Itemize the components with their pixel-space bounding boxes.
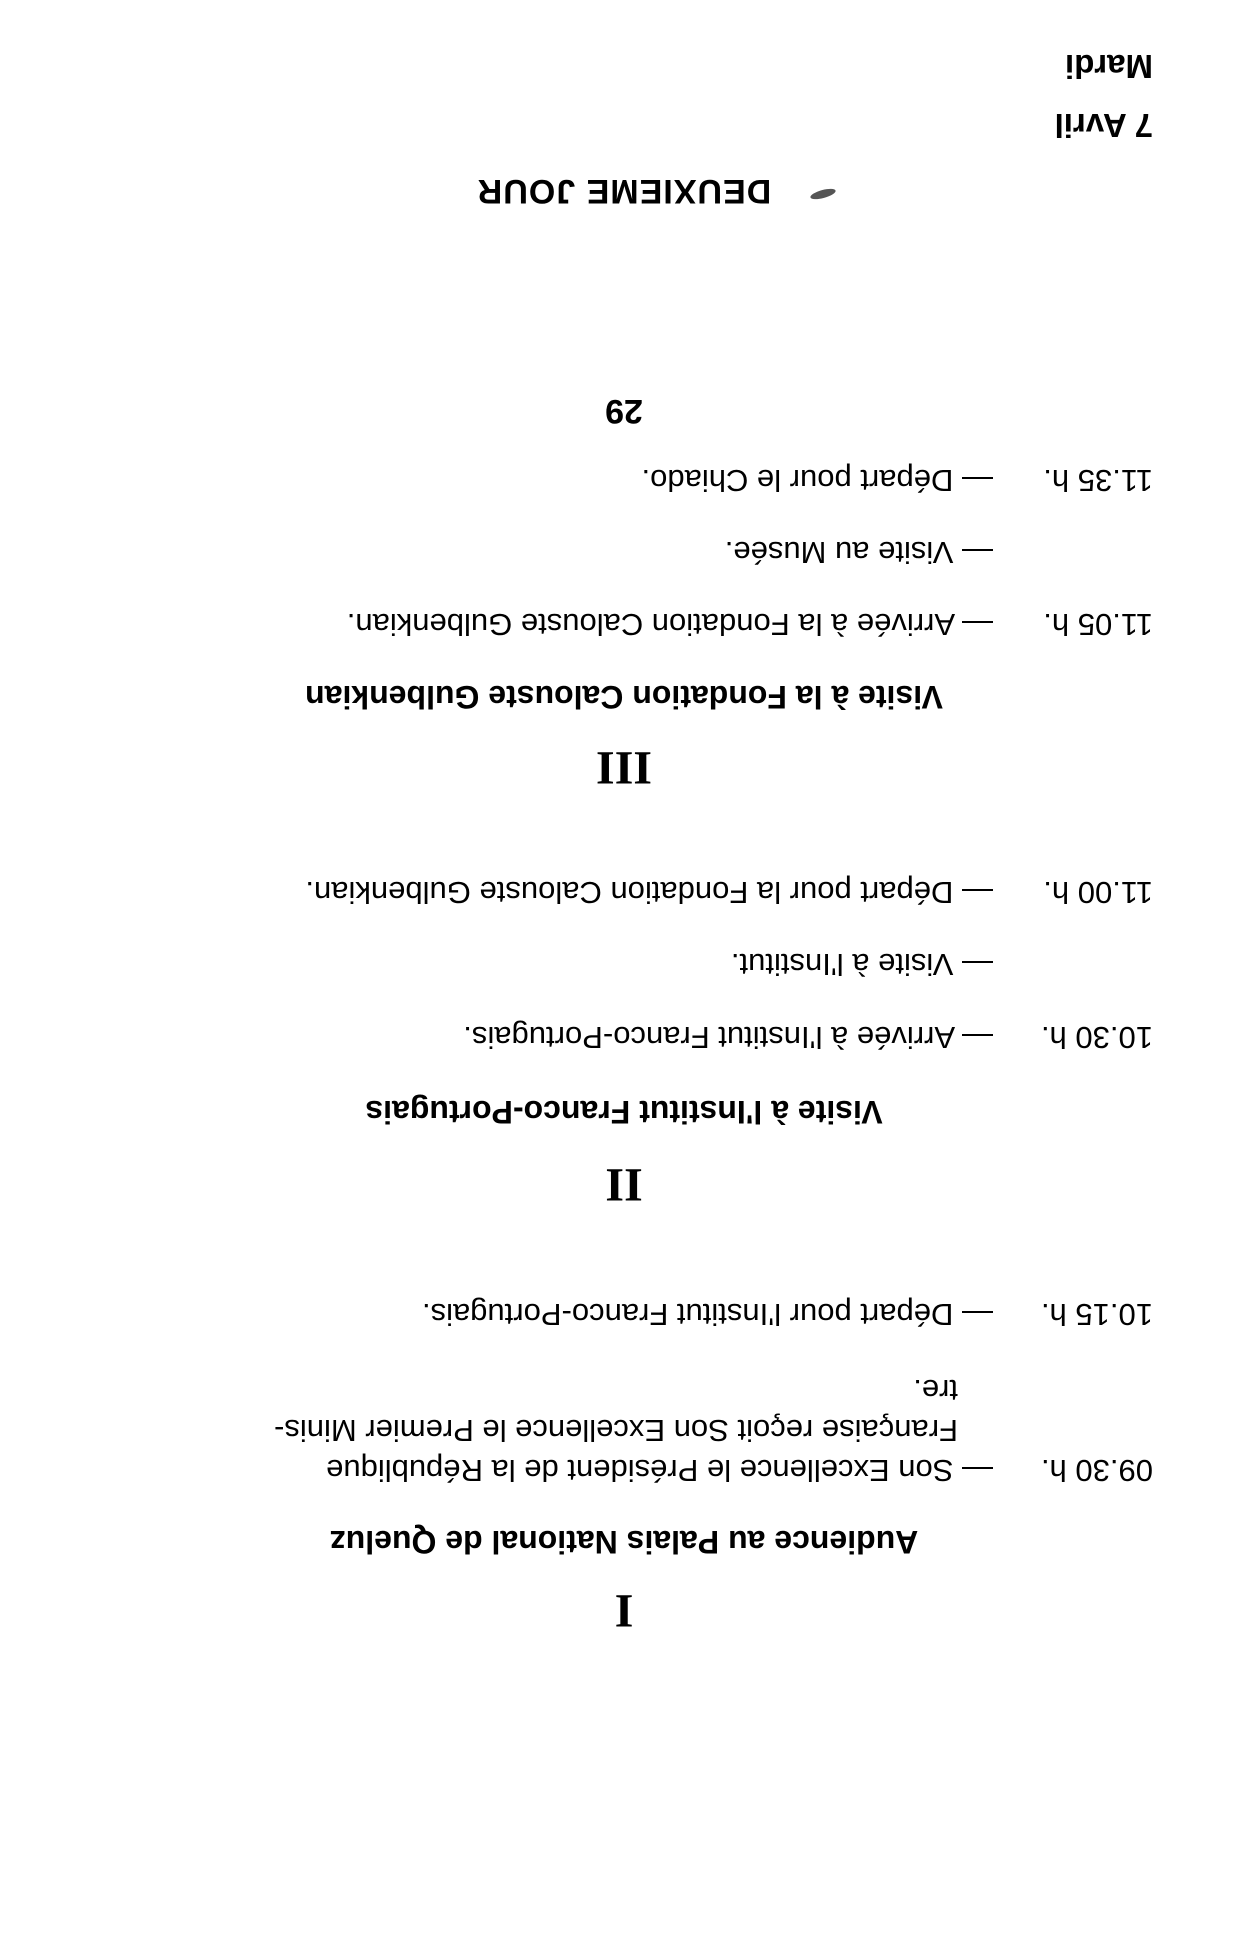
day-title: DEUXIEME JOUR — [476, 172, 772, 210]
page-number: 29 — [605, 392, 643, 430]
item-text: — Départ pour la Fondation Calouste Gulbenkian. — [305, 875, 993, 910]
section-numeral-iii: III — [595, 741, 653, 794]
item-time: 11.35 h. — [1043, 463, 1153, 498]
section-heading-i: Audience au Palais National de Queluz — [329, 1524, 919, 1560]
item-time: 09.30 h. — [1040, 1453, 1153, 1488]
item-text: — Arrivée à la Fondation Calouste Gulbenkian. — [346, 607, 993, 642]
item-time: 11.00 h. — [1043, 875, 1153, 910]
section-numeral-i: I — [614, 1584, 634, 1637]
item-text: — Son Excellence le Président de la République — [326, 1453, 993, 1488]
weekday: Mardi — [1064, 48, 1153, 85]
item-continuation: tre. — [913, 1373, 958, 1408]
section-heading-iii: Visite à la Fondation Calouste Gulbenkian — [305, 679, 943, 715]
item-time: 10.15 h. — [1040, 1297, 1153, 1332]
date: 7 Avril — [1054, 107, 1153, 144]
item-time: 11.05 h. — [1043, 607, 1153, 642]
section-numeral-ii: II — [605, 1158, 643, 1211]
item-text: — Départ pour l'Institut Franco-Portugais. — [421, 1297, 993, 1332]
item-text: — Visite au Musée. — [724, 535, 993, 570]
item-text: — Départ pour le Chiado. — [641, 463, 993, 498]
item-time: 10.30 h. — [1040, 1020, 1153, 1055]
section-heading-ii: Visite à l'Institut Franco-Portugais — [365, 1094, 883, 1130]
item-continuation: Française reçoit Son Excellence le Premier Minis- — [274, 1413, 958, 1448]
item-text: — Arrivée à l'Institut Franco-Portugais. — [463, 1020, 993, 1055]
item-text: — Visite à l'Institut. — [730, 947, 993, 982]
